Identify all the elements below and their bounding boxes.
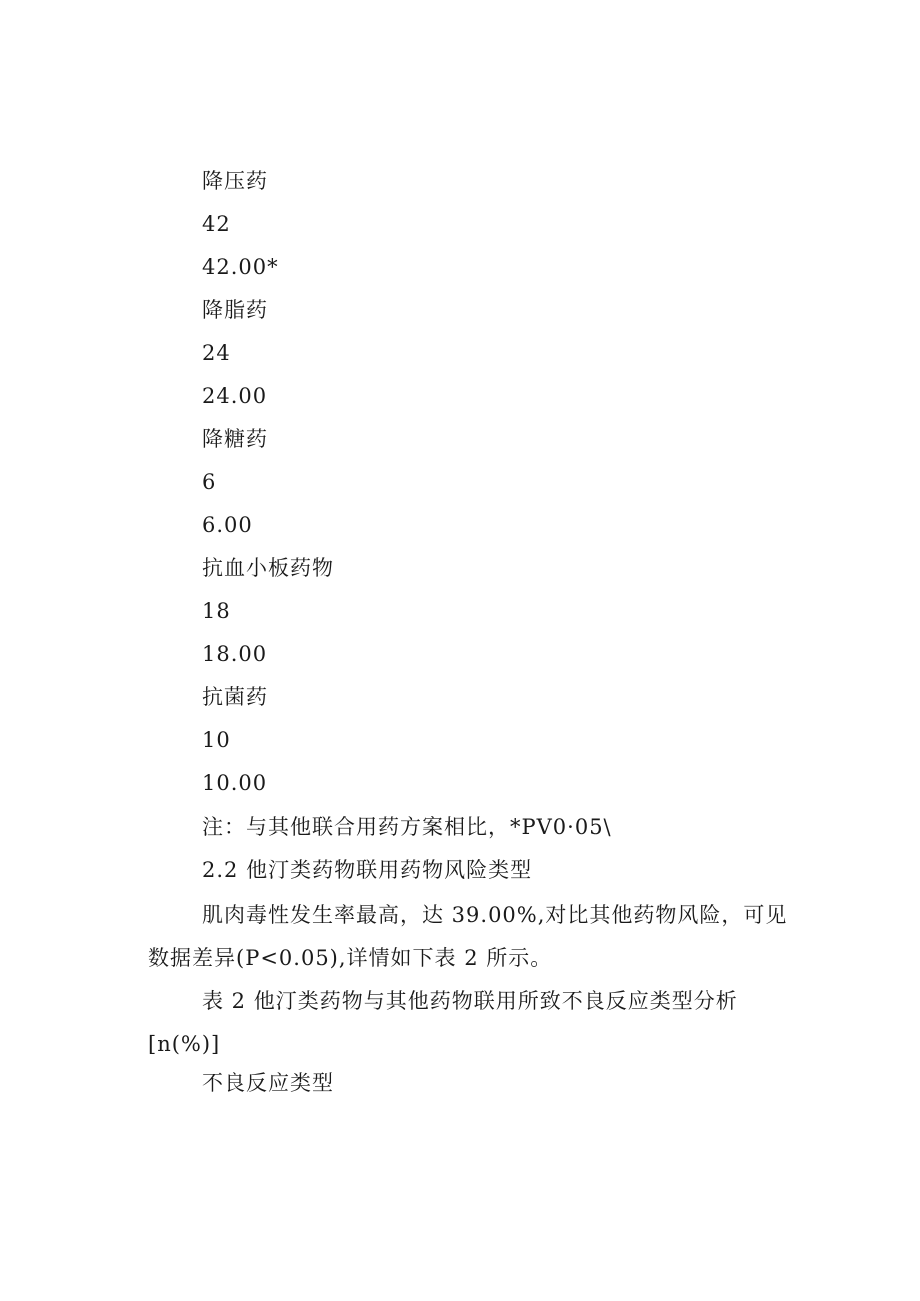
table-cell-drug-name: 抗血小板药物 — [202, 556, 334, 580]
table-cell-percent: 6.00 — [202, 513, 253, 537]
table-cell-percent: 24.00 — [202, 384, 268, 408]
table-cell-percent: 42.00* — [202, 255, 279, 279]
table-cell-count: 10 — [202, 728, 231, 752]
table-cell-drug-name: 降糖药 — [202, 427, 268, 451]
table-note: 注：与其他联合用药方案相比，*PV0·05\ — [202, 815, 612, 839]
table-cell-percent: 10.00 — [202, 771, 268, 795]
table-caption: 表 2 他汀类药物与其他药物联用所致不良反应类型分析[n(%)] — [148, 989, 738, 1056]
table-cell-drug-name: 降压药 — [202, 169, 268, 193]
table-header-cell: 不良反应类型 — [202, 1071, 334, 1095]
table-cell-count: 24 — [202, 341, 231, 365]
table-cell-count: 18 — [202, 599, 231, 623]
body-paragraph: 肌肉毒性发生率最高，达 39.00%,对比其他药物风险，可见数据差异(P<0.05),详情如下表 2 所示。 — [148, 903, 788, 970]
table-cell-count: 6 — [202, 470, 217, 494]
section-heading: 2.2 他汀类药物联用药物风险类型 — [202, 858, 533, 882]
table-cell-drug-name: 抗菌药 — [202, 685, 268, 709]
table-cell-count: 42 — [202, 212, 231, 236]
table-cell-percent: 18.00 — [202, 642, 268, 666]
table-cell-drug-name: 降脂药 — [202, 298, 268, 322]
